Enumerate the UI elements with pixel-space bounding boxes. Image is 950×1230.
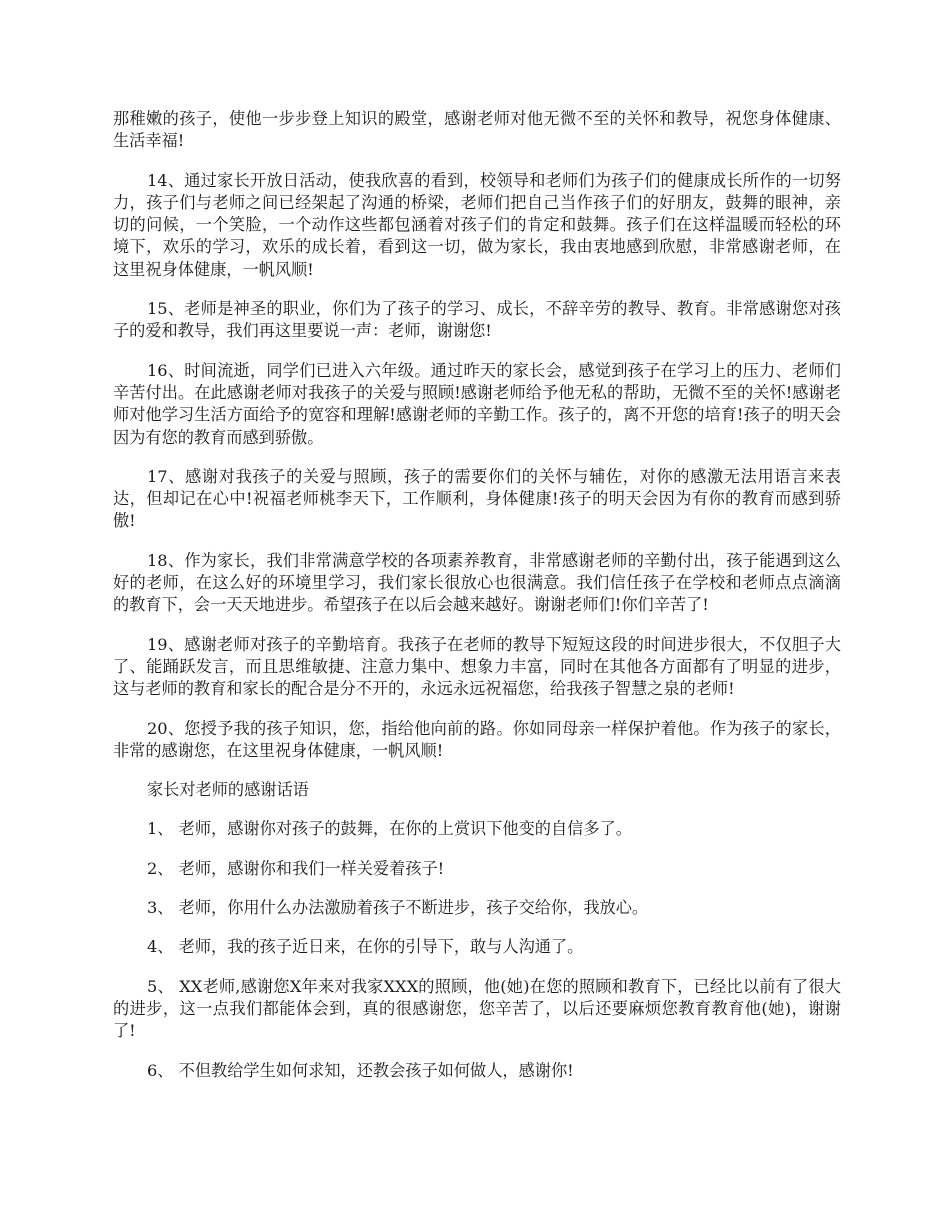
paragraph-20: 20、您授予我的孩子知识，您，指给他向前的路。你如同母亲一样保护着他。作为孩子的家长，非常的感谢您，在这里祝身体健康，一帆风顺! [113, 718, 841, 760]
paragraph-17: 17、感谢对我孩子的关爱与照顾，孩子的需要你们的关怀与辅佐，对你的感激无法用语言来表达，但却记在心中!祝福老师桃李天下，工作顺利，身体健康!孩子的明天会因为有你的教育而感到骄傲! [113, 466, 841, 531]
paragraph-19: 19、感谢老师对孩子的辛勤培育。我孩子在老师的教导下短短这段的时间进步很大，不仅胆子大了、能踊跃发言，而且思维敏捷、注意力集中、想象力丰富，同时在其他各方面都有了明显的进步，这与老师的教育和家长的配合是分不开的，永远永远祝福您，给我孩子智慧之泉的老师! [113, 634, 841, 699]
list-item-6: 6、 不但教给学生如何求知，还教会孩子如何做人，感谢你! [147, 1060, 574, 1080]
list-item-3: 3、 老师，你用什么办法激励着孩子不断进步，孩子交给你，我放心。 [147, 898, 649, 918]
list-item-1: 1、 老师，感谢你对孩子的鼓舞，在你的上赏识下他变的自信多了。 [147, 819, 632, 839]
list-item-2: 2、 老师，感谢你和我们一样关爱着孩子! [147, 858, 445, 878]
paragraph-14: 14、通过家长开放日活动，使我欣喜的看到，校领导和老师们为孩子们的健康成长所作的一切努力，孩子们与老师之间已经架起了沟通的桥梁，老师们把自己当作孩子们的好朋友，鼓舞的眼神，亲切的问候，一个笑脸，一个动作这些都包涵着对孩子们的肯定和鼓舞。孩子们在这样温暖而轻松的环境下，欢乐的学习，欢乐的成长着，看到这一切，做为家长，我由衷地感到欣慰，非常感谢老师，在这里祝身体健康，一帆风顺! [113, 170, 841, 279]
paragraph-16: 16、时间流逝，同学们已进入六年级。通过昨天的家长会，感觉到孩子在学习上的压力、老师们辛苦付出。在此感谢老师对我孩子的关爱与照顾!感谢老师给予他无私的帮助，无微不至的关怀!感谢老师对他学习生活方面给予的宽容和理解!感谢老师的辛勤工作。孩子的，离不开您的培育!孩子的明天会因为有您的教育而感到骄傲。 [113, 360, 841, 447]
paragraph-15: 15、老师是神圣的职业，你们为了孩子的学习、成长，不辞辛劳的教导、教育。非常感谢您对孩子的爱和教导，我们再这里要说一声：老师，谢谢您! [113, 299, 841, 341]
document-page [113, 108, 841, 1099]
section-heading: 家长对老师的感谢话语 [147, 780, 309, 800]
list-item-4: 4、 老师，我的孩子近日来，在你的引导下，敢与人沟通了。 [147, 937, 584, 957]
paragraph-continuation: 那稚嫩的孩子，使他一步步登上知识的殿堂，感谢老师对他无微不至的关怀和教导，祝您身体健康、生活幸福! [113, 109, 841, 151]
paragraph-18: 18、作为家长，我们非常满意学校的各项素养教育，非常感谢老师的辛勤付出，孩子能遇到这么好的老师，在这么好的环境里学习，我们家长很放心也很满意。我们信任孩子在学校和老师点点滴滴的教育下，会一天天地进步。希望孩子在以后会越来越好。谢谢老师们!你们辛苦了! [113, 550, 841, 615]
list-item-5: 5、 XX老师,感谢您X年来对我家XXX的照顾，他(她)在您的照顾和教育下，已经比以前有了很大的进步，这一点我们都能体会到，真的很感谢您，您辛苦了，以后还要麻烦您教育教育他(她)，谢谢了! [113, 976, 841, 1041]
